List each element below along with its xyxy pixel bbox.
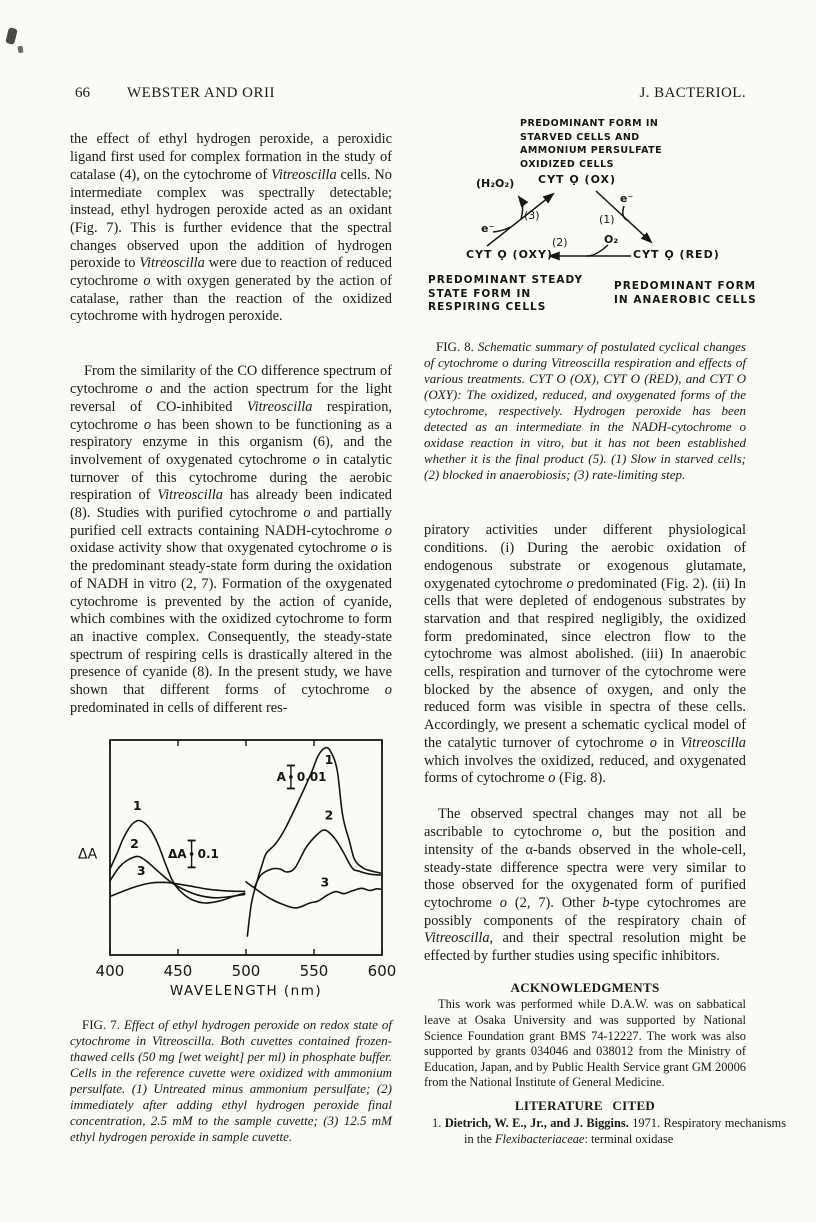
node-cyt-o-ox: CYT Ọ (OX) [538, 173, 617, 186]
svg-text:400: 400 [95, 962, 125, 980]
diagram-bottom-right-label [614, 280, 757, 307]
svg-text:1: 1 [132, 797, 142, 813]
node-cyt-o-oxy: CYT Ọ (OXY) [466, 248, 554, 261]
diagram-bottom-right-line: IN ANAEROBIC CELLS [614, 293, 757, 306]
svg-text:ΔA: ΔA [78, 846, 98, 863]
figure-8 [424, 110, 757, 324]
svg-text:WAVELENGTH (nm): WAVELENGTH (nm) [169, 983, 323, 999]
electron-feed-1 [623, 206, 629, 221]
fig7-chart-svg [66, 736, 402, 1002]
svg-text:3: 3 [136, 863, 146, 879]
diagram-bottom-left-line: PREDOMINANT STEADY [428, 274, 584, 286]
diagram-bottom-left-line: RESPIRING CELLS [428, 301, 547, 313]
literature-heading: LITERATURE CITED [514, 1098, 656, 1114]
diagram-top-label [520, 117, 662, 171]
oxygen-feed [587, 245, 608, 256]
step2-label: (2) [552, 236, 568, 249]
step1-label: (1) [599, 213, 615, 226]
svg-text:2: 2 [324, 807, 334, 823]
acknowledgments-text: This work was performed while D.A.W. was on sabbatical leave at Osaka University and was supported by National Science Foundation grant BMS 74-12227. The work was also supported by grants 034046 and 038012 from the Ministry of Education, Japan, and by Public Health Service grant GM 20006 from the National Institute of General Medicine. [424, 997, 746, 1090]
figure-7-caption: FIG. 7. Effect of ethyl hydrogen peroxide on redox state of cytochrome in Vitreoscilla. Both cuvettes contained frozen-thawed cells (50 mg [wet weight] per ml) in phosphate buffer. Cells in the reference cuvette were oxidized with ammonium persulfate. (1) Untreated minus ammonium persulfate; (2) immediately after adding ethyl hydrogen peroxide final concentration, 2.5 mM to the sample cuvette; (3) 12.5 mM ethyl hydrogen peroxide in sample cuvette. [70, 1017, 393, 1144]
o2-label: O₂ [604, 233, 619, 246]
right-paragraph-1: piratory activities under different physiological conditions. (i) During the aerobic oxidation of endogenous substrate or exogenous glutamate, oxygenated cytochrome o predominated (Fig. 2). (ii) In cells that were depleted of endogenous substrates by starvation and that respired negligibly, the oxidized form predominated, since electron flow to the cytochrome was almost abolished. (iii) In anaerobic cells, respiration and turnover of the cytochrome were blocked by the absence of oxygen, and only the reduced form was visible in spectra of these cells. Accordingly, we present a schematic cyclical model of the catalytic turnover of cytochrome o in Vitreoscilla which involves the oxidized, reduced, and oxygenated forms of cytochrome o (Fig. 8). [424, 522, 746, 787]
right-paragraph-2: The observed spectral changes may not all be ascribable to cytochrome o, but the position and intensity of the α-bands observed in the whole-cell, steady-state difference spectra were very similar to those observed for the oxygenated form of purified cytochrome o (2, 7). Other b-type cytochromes are possibly components of the respiratory chain of Vitreoscilla, and their spectral resolution might be effected by further studies using specific inhibitors. [424, 806, 747, 965]
diagram-top-label-line: AMMONIUM PERSULFATE [520, 145, 663, 156]
left-paragraph-2: From the similarity of the CO difference spectrum of cytochrome o and the action spectrum for the light reversal of CO-inhibited Vitreoscilla respiration, cytochrome o has been shown to be functioning as a respiratory enzyme in this organism (6), and the involvement of oxygenated cytochrome o in catalytic turnover of this cytochrome during the aerobic respiration of Vitreoscilla has already been indicated (8). Studies with purified cytochrome o and partially purified cell extracts containing NADH-cytochrome o oxidase activity show that oxygenated cytochrome o is the predominant steady-state form during the oxidation of NADH in vitro (2, 7). Formation of the oxygenated cytochrome is prevented by the action of cyanide, which combines with the oxidized cytochrome to form an inactive complex. Consequently, the steady-state spectrum of respiring cells is drastically altered in the presence of cyanide (8). In the present study, we have shown that different forms of cytochrome o predominated in cells of different res- [70, 363, 393, 716]
svg-text:2: 2 [130, 836, 139, 852]
left-paragraph-1: the effect of ethyl hydrogen peroxide, a peroxidic ligand first used for complex formation in the study of catalase (4), on the cytochrome of Vitreoscilla cells. No intermediate complex was spectrally detectable; instead, ethyl hydrogen peroxide acted as an oxidant (Fig. 7). This is further evidence that the spectral changes observed upon the addition of hydrogen peroxide to Vitreoscilla were due to reaction of reduced cytochrome o with oxygen generated by the action of catalase, rather than the reaction of the oxidized cytochrome with hydrogen peroxide. [70, 131, 392, 325]
svg-text:0.01: 0.01 [296, 769, 327, 784]
svg-text:1: 1 [324, 752, 334, 768]
diagram-top-label-line: STARVED CELLS AND [520, 131, 640, 143]
scan-artifact [17, 46, 23, 54]
svg-text:500: 500 [231, 962, 261, 980]
node-cyt-o-red: CYT Ọ (RED) [633, 248, 720, 261]
electron-label-right: e⁻ [620, 192, 634, 205]
svg-text:600: 600 [367, 962, 397, 980]
electron-label-left: e⁻ [481, 222, 495, 235]
diagram-bottom-left-label [428, 274, 583, 315]
scan-artifact [5, 27, 18, 45]
svg-text:550: 550 [299, 962, 329, 980]
diagram-bottom-right-line: PREDOMINANT FORM [614, 280, 757, 292]
running-title: WEBSTER AND ORII [127, 85, 275, 101]
diagram-top-label-line: OXIDIZED CELLS [520, 158, 614, 170]
figure-8-caption: FIG. 8. Schematic summary of postulated cyclical changes of cytochrome o during Vitreoscilla respiration and effects of various treatments. CYT O (OX), CYT O (RED), and CYT O (OXY): The oxidized, reduced, and oxygenated forms of the cytochrome, respectively. Hydrogen peroxide has been detected as an intermediate in the NADH-cytochrome o oxidase reaction in vitro, but it has not been established whether it is the final product (5). (1) Slow in starved cells; (2) blocked in anaerobiosis; (3) rate-limiting step. [424, 339, 746, 482]
h2o2-branch-arrow [519, 197, 523, 219]
journal-name: J. BACTERIOL. [639, 85, 746, 101]
svg-text:ΔA: ΔA [168, 846, 187, 861]
reference-1: 1. Dietrich, W. E., Jr., and J. Biggins. 1971. Respiratory mechanisms in the Flexibacteriaceae: terminal oxidase [432, 1116, 787, 1146]
diagram-top-label-line: PREDOMINANT FORM IN [520, 118, 659, 129]
figure-7 [66, 736, 402, 1002]
svg-text:3: 3 [320, 874, 330, 890]
diagram-bottom-left-line: STATE FORM IN [428, 287, 532, 300]
page-number: 66 [75, 85, 90, 101]
h2o2-label: (H₂O₂) [476, 177, 515, 190]
acknowledgments-heading: ACKNOWLEDGMENTS [510, 980, 660, 996]
svg-text:450: 450 [163, 962, 193, 980]
svg-text:0.1: 0.1 [197, 846, 219, 861]
arrow-step3 [487, 194, 553, 246]
svg-text:A: A [276, 769, 286, 784]
step3-label: (3) [524, 209, 540, 222]
